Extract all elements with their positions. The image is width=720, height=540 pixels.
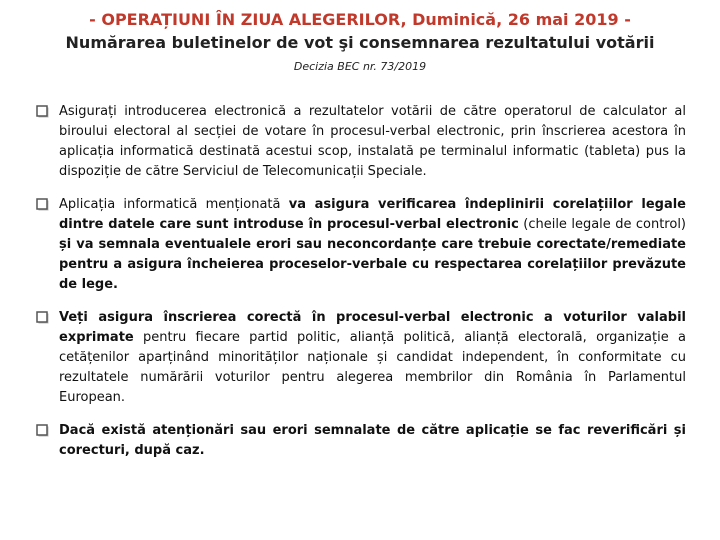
bullet-text-bold: va asigura verificarea îndeplinirii corelațiilor legale dintre datele care sunt introduse în procesul-verbal electronic	[59, 197, 687, 232]
checkbox-square-icon	[36, 311, 50, 325]
bullet-text-bold: Veți asigura înscrierea corectă în procesul-verbal electronic a voturilor valabil exprimate	[59, 310, 686, 345]
bullet-text: Asigurați introducerea electronică a rezultatelor votării de către operatorul de calculator al biroului electoral al secției de votare în procesul-verbal electronic, prin înscrierea acestora în aplicația informatică destinată acestui scop, instalată pe terminalul informatic (tableta) pus la dispoziție de către Serviciul de Telecomunicații Speciale.	[59, 104, 686, 179]
page-subtitle: Numărarea buletinelor de vot şi consemnarea rezultatului votării	[65, 33, 655, 52]
list-item	[36, 102, 686, 182]
list-item	[36, 308, 686, 408]
bullet-list	[36, 102, 686, 474]
checkbox-square-icon	[36, 424, 50, 438]
title-block	[0, 9, 720, 74]
bullet-text: (cheile legale de control)	[518, 217, 687, 232]
decision-reference: Decizia BEC nr. 73/2019	[293, 60, 427, 73]
bullet-text-bold: și va semnala eventualele erori sau neconcordanțe care trebuie corectate/remediate pentru a asigura încheierea proceselor-verbale cu respectarea corelațiilor prevăzute de lege.	[59, 237, 686, 292]
bullet-text: pentru fiecare partid politic, alianță politică, alianță electorală, organizație a cetățenilor aparținând minorităților naționale și candidat independent, în conformitate cu rezultatele numărării voturilor pentru alegerea membrilor din România în Parlamentul European.	[59, 330, 686, 405]
bullet-text: Aplicația informatică menționată	[59, 197, 289, 212]
checkbox-square-icon	[36, 105, 50, 119]
bullet-text-bold: Dacă există atenționări sau erori semnalate de către aplicație se fac reverificări și corecturi, după caz.	[59, 423, 686, 458]
page-title: - OPERAȚIUNI ÎN ZIUA ALEGERILOR, Duminică, 26 mai 2019 -	[89, 10, 631, 29]
list-item	[36, 195, 686, 295]
list-item	[36, 421, 686, 461]
checkbox-square-icon	[36, 198, 50, 212]
